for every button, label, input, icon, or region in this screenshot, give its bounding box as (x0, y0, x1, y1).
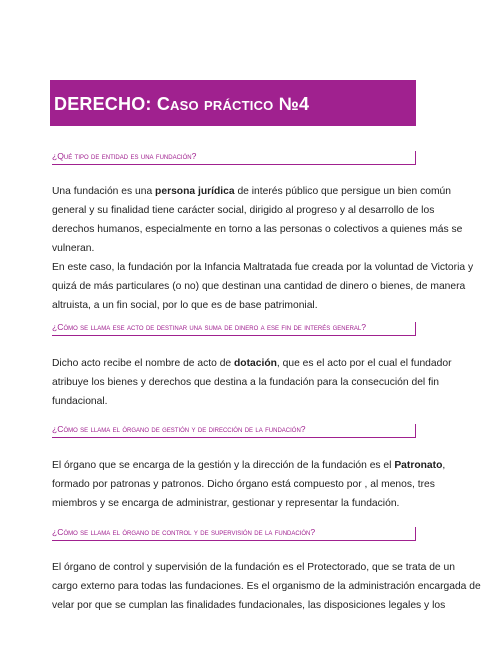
paragraph-line: Una fundación es una persona jurídica de interés público que persigue un bien común (52, 186, 451, 197)
paragraph-line: vulneran. (52, 243, 95, 254)
paragraph-line: En este caso, la fundación por la Infancia Maltratada fue creada por la voluntad de Victoria y (52, 262, 474, 273)
answer-paragraph-4 (52, 558, 481, 615)
paragraph-line: miembros y se encarga de administrar, gestionar y representar la fundación. (52, 498, 400, 509)
document-title: DERECHO: Caso práctico №4 (54, 94, 310, 114)
question-heading-1: ¿Qué tipo de entidad es una fundación? (52, 151, 416, 165)
paragraph-line: altruista, a un fin social, por lo que es de base patrimonial. (52, 300, 318, 311)
paragraph-line: velar por que se cumplan las finalidades fundacionales, las disposiciones legales y los (52, 600, 446, 611)
key-term: dotación (234, 358, 277, 369)
paragraph-line: formado por patronas y patronos. Dicho órgano está compuesto por , al menos, tres (52, 479, 435, 490)
paragraph-line: general y su finalidad tiene carácter social, dirigido al progreso y al desarrollo de los (52, 205, 435, 216)
question-heading-2: ¿Cómo se llama ese acto de destinar una suma de dinero a ese fin de interés general? (52, 322, 416, 336)
paragraph-line: El órgano que se encarga de la gestión y la dirección de la fundación es el Patronato, (52, 460, 446, 471)
answer-paragraph-1 (52, 182, 474, 315)
key-term: Patronato (394, 460, 443, 471)
answer-paragraph-2 (52, 354, 452, 411)
question-heading-3: ¿Cómo se llama el órgano de gestión y de dirección de la fundación? (52, 424, 416, 438)
paragraph-line: derechos humanos, especialmente en torno a las personas o colectivos a quienes más se (52, 224, 463, 235)
paragraph-line: atribuye los bienes y derechos que destina a la fundación para la consecución del fin (52, 377, 439, 388)
paragraph-line: quizá de más particulares (o no) que destinan una cantidad de dinero o bienes, de manera (52, 281, 466, 292)
paragraph-line: El órgano de control y supervisión de la fundación es el Protectorado, que se trata de un (52, 562, 455, 573)
title-banner (50, 80, 416, 126)
question-heading-4: ¿Cómo se llama el órgano de control y de supervisión de la fundación? (52, 527, 416, 541)
paragraph-line: cargo externo para todas las fundaciones. Es el organismo de la administración encargada de (52, 581, 481, 592)
key-term: persona jurídica (155, 186, 235, 197)
paragraph-line: fundacional. (52, 396, 108, 407)
answer-paragraph-3 (52, 456, 446, 513)
paragraph-line: Dicho acto recibe el nombre de acto de dotación, que es el acto por el cual el fundador (52, 358, 452, 369)
